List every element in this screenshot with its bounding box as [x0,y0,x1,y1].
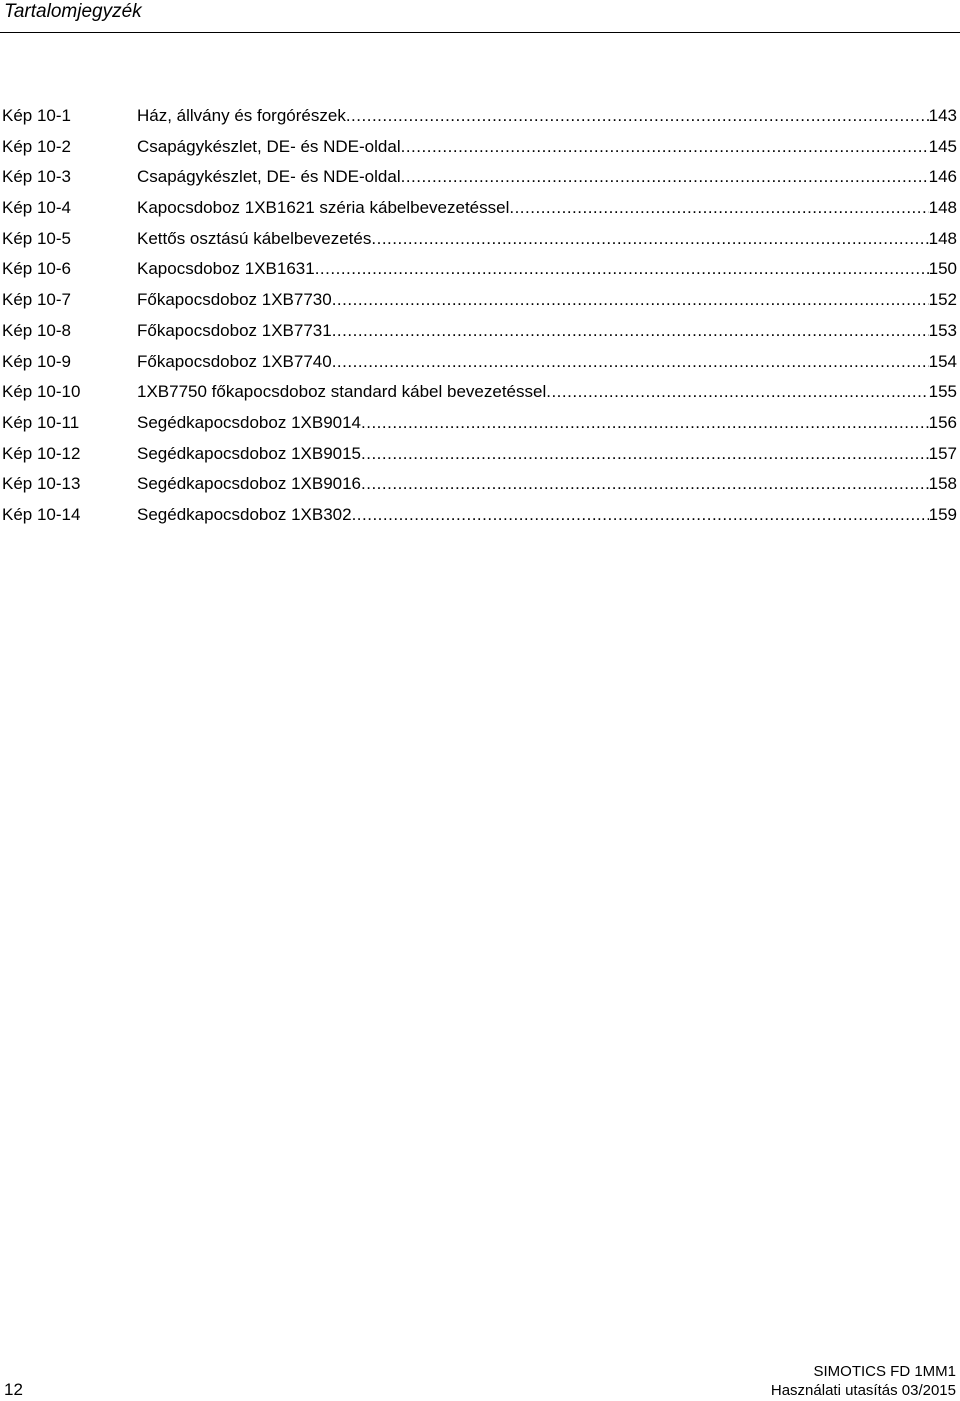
toc-entry[interactable] [0,316,960,347]
toc-entry-title: Csapágykészlet, DE- és NDE-oldal [137,167,401,187]
toc-entry-label: Kép 10-9 [2,351,71,371]
toc-entry-label: Kép 10-13 [2,474,81,494]
toc-dot-leader [361,439,929,470]
toc-entry[interactable] [0,193,960,224]
toc-dot-leader [346,101,929,132]
table-of-figures [0,101,960,531]
toc-entry-label: Kép 10-6 [2,259,71,279]
toc-entry-title: Ház, állvány és forgórészek [137,106,346,125]
toc-entry-title: Csapágykészlet, DE- és NDE-oldal [137,136,401,156]
toc-entry-page: 146 [929,162,960,193]
toc-entry[interactable] [0,500,960,531]
footer-manual-edition: Használati utasítás 03/2015 [770,1382,956,1399]
toc-dot-leader [352,500,929,531]
toc-entry-page: 150 [929,254,960,285]
toc-entry-page: 152 [929,285,960,316]
toc-entry-title: 1XB7750 főkapocsdoboz standard kábel bevezetéssel [137,382,547,402]
toc-entry[interactable] [0,101,960,132]
toc-entry[interactable] [0,377,960,408]
toc-dot-leader [361,469,929,500]
toc-entry-title: Kapocsdoboz 1XB1631 [137,259,315,279]
toc-dot-leader [546,377,928,408]
toc-entry-label: Kép 10-5 [2,228,71,248]
header-divider [0,32,960,33]
toc-entry-label: Kép 10-11 [2,412,80,432]
toc-entry-page: 159 [929,500,960,531]
toc-entry-page: 145 [929,132,960,163]
toc-entry-label: Kép 10-7 [2,290,71,310]
toc-entry-page: 158 [929,469,960,500]
toc-dot-leader [361,408,929,439]
toc-entry-page: 156 [929,408,960,439]
toc-entry[interactable] [0,224,960,255]
toc-entry-page: 143 [929,101,960,132]
toc-entry[interactable] [0,162,960,193]
toc-dot-leader [332,285,929,316]
toc-entry-page: 153 [929,316,960,347]
page-header-title: Tartalomjegyzék [4,1,142,22]
toc-entry-page: 148 [929,193,960,224]
toc-entry[interactable] [0,285,960,316]
toc-entry[interactable] [0,439,960,470]
toc-entry[interactable] [0,408,960,439]
toc-entry-label: Kép 10-2 [2,136,71,156]
toc-dot-leader [401,162,929,193]
toc-entry-label: Kép 10-14 [2,504,81,524]
toc-entry-title: Segédkapocsdoboz 1XB9016 [137,474,362,494]
toc-entry-title: Segédkapocsdoboz 1XB302 [137,504,352,524]
toc-entry-title: Segédkapocsdoboz 1XB9014 [137,412,362,432]
toc-entry-page: 148 [929,224,960,255]
toc-entry-label: Kép 10-3 [2,167,71,187]
footer-page-number: 12 [4,1380,23,1399]
toc-entry-page: 155 [929,377,960,408]
toc-dot-leader [332,316,929,347]
toc-entry[interactable] [0,132,960,163]
toc-entry-page: 154 [929,347,960,378]
footer-document-info [771,1362,956,1400]
toc-dot-leader [371,224,928,255]
footer-product-name: SIMOTICS FD 1MM1 [813,1363,956,1380]
toc-dot-leader [315,254,929,285]
toc-entry-page: 157 [929,439,960,470]
toc-entry-title: Főkapocsdoboz 1XB7730 [137,290,332,310]
toc-entry-label: Kép 10-1 [2,106,71,125]
toc-entry-title: Kapocsdoboz 1XB1621 széria kábelbevezetéssel [137,198,510,218]
toc-entry-label: Kép 10-10 [2,382,81,402]
toc-entry-title: Segédkapocsdoboz 1XB9015 [137,443,362,463]
toc-entry-title: Főkapocsdoboz 1XB7731 [137,320,332,340]
toc-entry-label: Kép 10-4 [2,198,71,218]
toc-dot-leader [509,193,928,224]
toc-entry[interactable] [0,469,960,500]
toc-entry-label: Kép 10-12 [2,443,81,463]
toc-entry-title: Kettős osztású kábelbevezetés [137,228,372,248]
toc-entry[interactable] [0,347,960,378]
toc-entry[interactable] [0,254,960,285]
toc-entry-label: Kép 10-8 [2,320,71,340]
toc-dot-leader [332,347,929,378]
toc-entry-title: Főkapocsdoboz 1XB7740 [137,351,332,371]
toc-dot-leader [401,132,929,163]
